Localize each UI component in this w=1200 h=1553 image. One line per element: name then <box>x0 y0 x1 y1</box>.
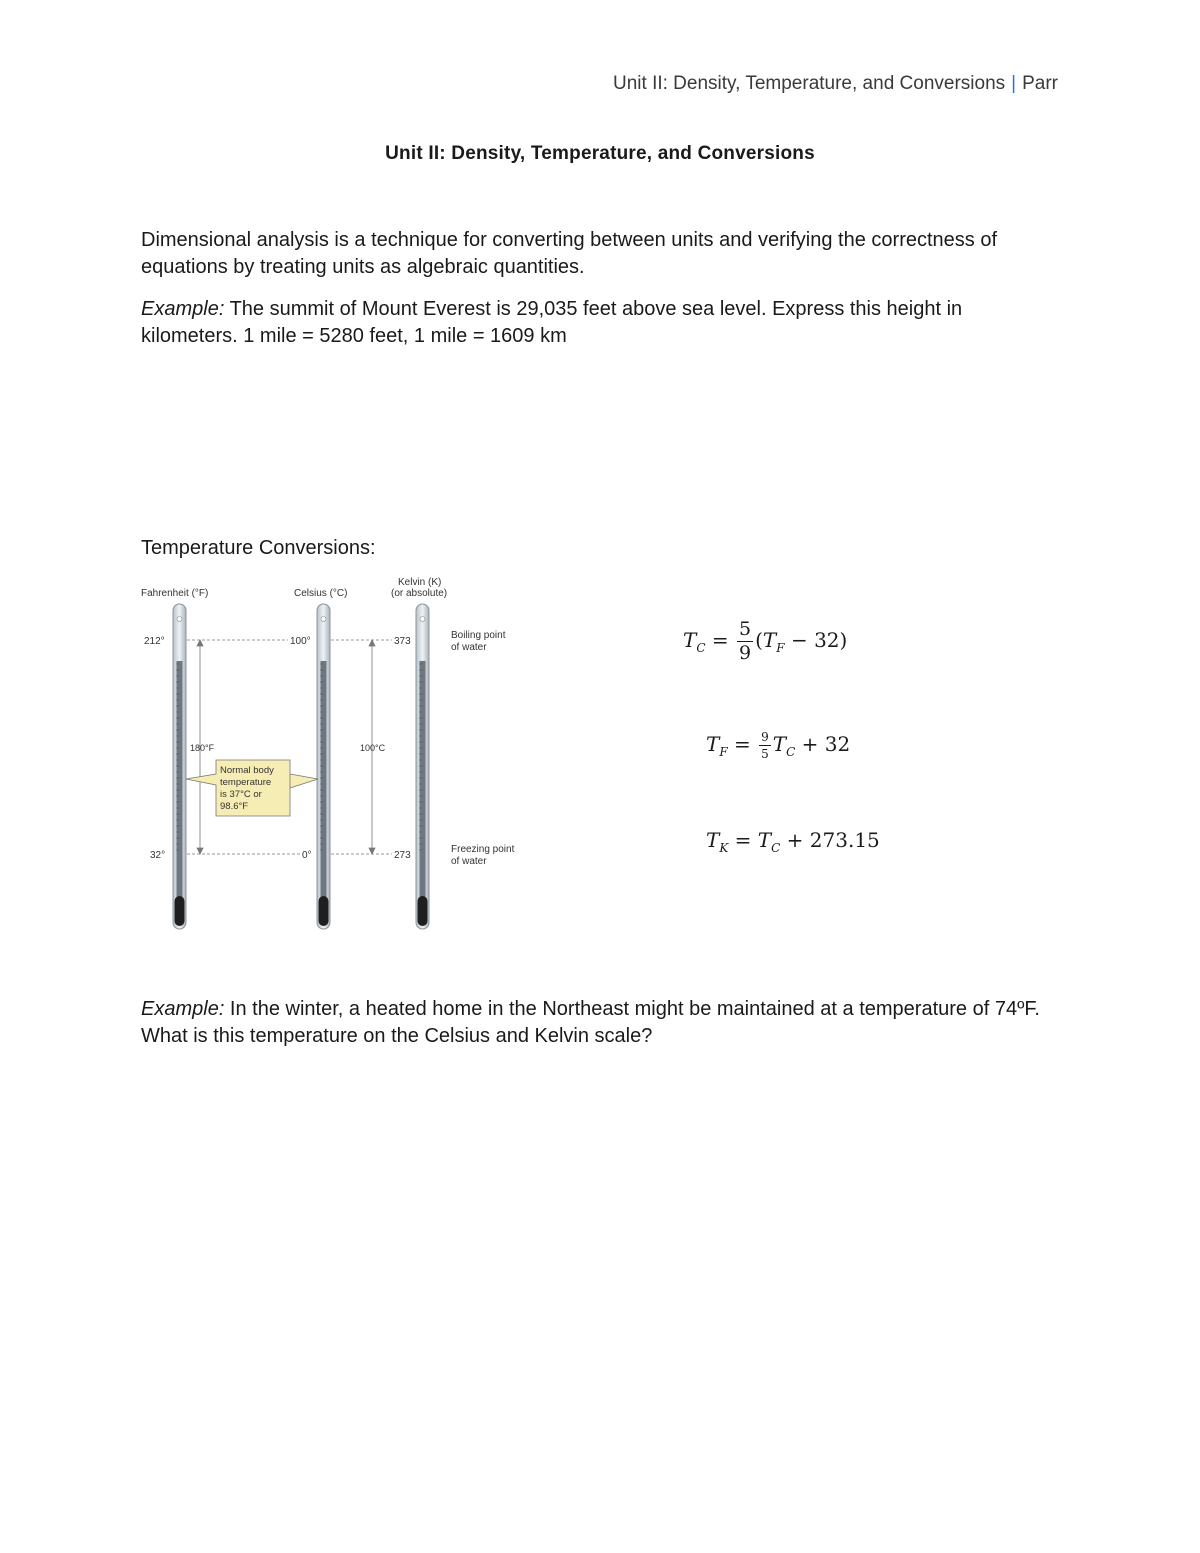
body-temperature-callout <box>186 760 318 816</box>
tick-marks <box>176 664 423 850</box>
fraction-numerator: 5 <box>739 618 752 640</box>
eq-rest: + 273.15 <box>780 828 880 852</box>
eq-subscript: F <box>719 745 728 759</box>
celsius-label: Celsius (°C) <box>294 588 348 599</box>
example-text: In the winter, a heated home in the Northeast might be maintained at a temperature of 74ºF. What is this temperature on the Celsius and Kelvin scale? <box>141 998 1040 1047</box>
eq-subscript: C <box>786 745 796 759</box>
freezing-point-label: Freezing point <box>451 844 515 855</box>
freezing-point-sub: of water <box>451 856 487 867</box>
fraction <box>737 620 753 663</box>
equation-fahrenheit <box>706 731 850 760</box>
eq-subscript: K <box>719 841 729 855</box>
thermometer-figure <box>138 574 538 936</box>
equation-kelvin <box>706 828 880 855</box>
eq-rest: − 32) <box>784 628 848 652</box>
eq-equals: = <box>705 628 736 652</box>
fraction-denominator: 9 <box>739 642 752 664</box>
eq-symbol: T <box>762 628 777 652</box>
fahrenheit-span: 180°F <box>190 743 215 753</box>
eq-symbol: T <box>706 828 720 852</box>
fraction-numerator: 9 <box>761 730 769 744</box>
eq-equals: = <box>728 828 758 852</box>
running-header <box>613 73 1058 95</box>
callout-line: temperature <box>220 777 272 788</box>
eq-rest: + 32 <box>795 732 851 756</box>
header-suffix: Parr <box>1022 73 1058 94</box>
eq-symbol: T <box>706 732 720 756</box>
kelvin-sub-label: (or absolute) <box>391 588 448 599</box>
eq-symbol: T <box>772 732 787 756</box>
boiling-point-label: Boiling point <box>451 630 506 641</box>
page-title: Unit II: Density, Temperature, and Conversions <box>385 143 815 164</box>
celsius-boiling: 100° <box>290 636 311 647</box>
kelvin-freezing: 273 <box>394 850 411 861</box>
thermometer-kelvin <box>416 604 429 929</box>
intro-paragraph: Dimensional analysis is a technique for converting between units and verifying the correctness of equations by treating units as algebraic quantities. <box>141 229 998 278</box>
fraction-denominator: 5 <box>761 747 769 761</box>
celsius-freezing: 0° <box>302 850 312 861</box>
example-text: The summit of Mount Everest is 29,035 feet above sea level. Express this height in kilometers. 1 mile = 5280 feet, 1 mile = 1609 km <box>141 298 963 347</box>
span-arrows <box>197 640 375 854</box>
eq-equals: = <box>727 732 758 756</box>
fahrenheit-boiling: 212° <box>144 636 165 647</box>
eq-paren: ( <box>755 628 763 652</box>
example-home-temperature <box>141 996 1061 1050</box>
thermometer-celsius <box>317 604 330 929</box>
eq-subscript: C <box>771 841 781 855</box>
fahrenheit-freezing: 32° <box>150 850 166 861</box>
equation-celsius <box>683 620 847 663</box>
fraction <box>759 731 771 760</box>
fahrenheit-label: Fahrenheit (°F) <box>141 588 209 599</box>
example-label: Example: <box>141 998 225 1020</box>
example-label: Example: <box>141 298 225 320</box>
eq-symbol: T <box>683 628 697 652</box>
example-everest <box>141 296 1061 350</box>
callout-line: Normal body <box>220 765 274 776</box>
celsius-span: 100°C <box>360 743 386 753</box>
eq-symbol: T <box>757 828 772 852</box>
eq-subscript: F <box>776 641 785 655</box>
kelvin-label: Kelvin (K) <box>398 577 442 588</box>
thermometer-fahrenheit <box>173 604 186 929</box>
kelvin-boiling: 373 <box>394 636 411 647</box>
header-text: Unit II: Density, Temperature, and Conversions <box>613 73 1006 94</box>
header-separator: | <box>1011 73 1017 94</box>
callout-line: 98.6°F <box>220 801 249 812</box>
temperature-heading: Temperature Conversions: <box>141 537 376 559</box>
callout-line: is 37°C or <box>220 789 262 800</box>
boiling-point-sub: of water <box>451 642 487 653</box>
eq-subscript: C <box>696 641 706 655</box>
